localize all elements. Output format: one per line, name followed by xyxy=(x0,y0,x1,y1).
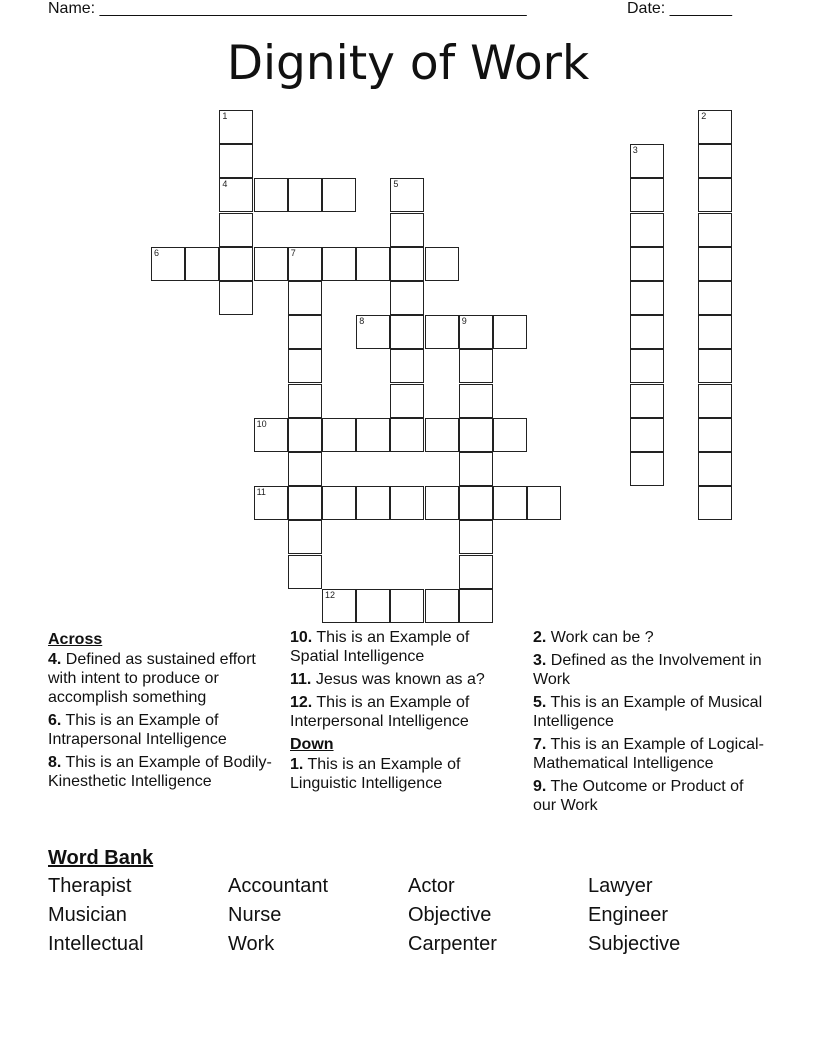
clues-column-1 xyxy=(48,628,280,795)
crossword-cell[interactable] xyxy=(219,213,253,247)
crossword-cell[interactable] xyxy=(698,144,732,178)
crossword-cell[interactable] xyxy=(390,349,424,383)
clue-number: 1. xyxy=(290,756,304,773)
clue-across-6 xyxy=(48,711,280,749)
crossword-cell[interactable] xyxy=(356,315,390,349)
cell-number: 8 xyxy=(359,316,365,327)
crossword-cell[interactable] xyxy=(698,349,732,383)
crossword-cell[interactable] xyxy=(459,452,493,486)
crossword-cell[interactable] xyxy=(459,589,493,623)
clue-text: This is an Example of Musical Intelligence xyxy=(533,694,763,730)
crossword-cell[interactable] xyxy=(493,486,527,520)
word-bank-item: Subjective xyxy=(588,933,681,955)
crossword-cell[interactable] xyxy=(630,247,664,281)
clue-number: 5. xyxy=(533,694,547,711)
clue-number: 11. xyxy=(290,671,312,688)
crossword-cell[interactable] xyxy=(254,178,288,212)
clue-text: This is an Example of Bodily-Kinesthetic Intelligence xyxy=(48,754,272,790)
word-bank-item: Work xyxy=(228,933,275,955)
clue-number: 4. xyxy=(48,651,62,668)
crossword-cell[interactable] xyxy=(288,281,322,315)
clue-across-11 xyxy=(290,670,522,689)
word-bank-item: Musician xyxy=(48,904,127,926)
cell-number: 9 xyxy=(461,316,467,327)
clue-text: Defined as the Involvement in Work xyxy=(533,652,762,688)
cell-number: 12 xyxy=(325,589,336,600)
word-bank-item: Objective xyxy=(408,904,492,926)
clue-across-4 xyxy=(48,650,280,707)
crossword-cell[interactable] xyxy=(493,418,527,452)
clue-down-5 xyxy=(533,693,765,731)
cell-number: 1 xyxy=(222,111,228,121)
clue-down-9 xyxy=(533,777,765,815)
crossword-cell[interactable] xyxy=(288,349,322,383)
crossword-cell[interactable] xyxy=(698,178,732,212)
crossword-cell[interactable] xyxy=(459,520,493,554)
clue-down-2 xyxy=(533,628,765,647)
word-bank-item: Engineer xyxy=(588,904,669,926)
clue-text: Work can be ? xyxy=(550,629,654,646)
crossword-cell[interactable] xyxy=(698,247,732,281)
clue-across-10 xyxy=(290,628,522,666)
clues-column-3 xyxy=(533,628,765,819)
crossword-cell[interactable] xyxy=(390,213,424,247)
crossword-cell[interactable] xyxy=(630,178,664,212)
clue-down-3 xyxy=(533,651,765,689)
word-bank-item: Accountant xyxy=(228,875,329,897)
crossword-cell[interactable] xyxy=(425,486,459,520)
crossword-cell[interactable] xyxy=(390,178,424,212)
clue-number: 12. xyxy=(290,694,313,711)
clue-number: 9. xyxy=(533,778,547,795)
cell-number: 7 xyxy=(290,247,296,258)
crossword-cell[interactable] xyxy=(288,555,322,589)
crossword-cell[interactable] xyxy=(698,452,732,486)
clue-number: 3. xyxy=(533,652,547,669)
crossword-cell[interactable] xyxy=(356,589,390,623)
crossword-cell[interactable] xyxy=(219,247,253,281)
crossword-cell[interactable] xyxy=(698,110,732,144)
crossword-cell[interactable] xyxy=(390,589,424,623)
crossword-cell[interactable] xyxy=(390,247,424,281)
crossword-cell[interactable] xyxy=(356,247,390,281)
clue-text: This is an Example of Interpersonal Intelligence xyxy=(290,694,470,730)
crossword-cell[interactable] xyxy=(288,418,322,452)
word-bank-item: Carpenter xyxy=(408,933,497,955)
clue-text: This is an Example of Linguistic Intelligence xyxy=(290,756,461,792)
crossword-cell[interactable] xyxy=(322,589,356,623)
crossword-cell[interactable] xyxy=(630,384,664,418)
crossword-cell[interactable] xyxy=(630,281,664,315)
word-bank-item: Intellectual xyxy=(48,933,144,955)
crossword-cell[interactable] xyxy=(390,384,424,418)
cell-number: 3 xyxy=(632,145,638,156)
crossword-cell[interactable] xyxy=(390,315,424,349)
crossword-cell[interactable] xyxy=(459,384,493,418)
word-bank-item: Therapist xyxy=(48,875,132,897)
crossword-cell[interactable] xyxy=(630,349,664,383)
crossword-cell[interactable] xyxy=(288,486,322,520)
crossword-cell[interactable] xyxy=(698,281,732,315)
crossword-cell[interactable] xyxy=(288,520,322,554)
crossword-cell[interactable] xyxy=(698,315,732,349)
crossword-cell[interactable] xyxy=(425,247,459,281)
crossword-cell[interactable] xyxy=(219,144,253,178)
cell-number: 10 xyxy=(256,418,267,429)
clue-down-7 xyxy=(533,735,765,773)
crossword-cell[interactable] xyxy=(698,418,732,452)
crossword-cell[interactable] xyxy=(459,486,493,520)
crossword-cell[interactable] xyxy=(459,349,493,383)
crossword-cell[interactable] xyxy=(630,144,664,178)
crossword-cell[interactable] xyxy=(151,247,185,281)
crossword-cell[interactable] xyxy=(288,247,322,281)
across-heading: Across xyxy=(48,631,103,648)
word-bank-item: Lawyer xyxy=(588,875,653,897)
crossword-cell[interactable] xyxy=(630,418,664,452)
clue-text: This is an Example of Intrapersonal Intelligence xyxy=(48,712,227,748)
clue-number: 7. xyxy=(533,736,547,753)
crossword-cell[interactable] xyxy=(288,452,322,486)
crossword-cell[interactable] xyxy=(219,110,253,144)
clue-text: This is an Example of Spatial Intelligence xyxy=(290,629,470,665)
crossword-cell[interactable] xyxy=(390,486,424,520)
crossword-cell[interactable] xyxy=(288,178,322,212)
clue-down-1 xyxy=(290,755,522,793)
crossword-cell[interactable] xyxy=(254,486,288,520)
crossword-cell[interactable] xyxy=(185,247,219,281)
crossword-cell[interactable] xyxy=(630,315,664,349)
crossword-cell[interactable] xyxy=(493,315,527,349)
cell-number: 5 xyxy=(393,179,399,190)
page-title: Dignity of Work xyxy=(226,36,590,91)
crossword-cell[interactable] xyxy=(425,315,459,349)
crossword-cell[interactable] xyxy=(322,418,356,452)
crossword-cell[interactable] xyxy=(322,486,356,520)
name-field-line[interactable]: Name: ________________________________________________ xyxy=(48,0,527,17)
crossword-cell[interactable] xyxy=(356,418,390,452)
crossword-cell[interactable] xyxy=(390,418,424,452)
cell-number: 2 xyxy=(701,111,707,121)
crossword-cell[interactable] xyxy=(254,418,288,452)
word-bank-item: Actor xyxy=(408,875,455,897)
crossword-cell[interactable] xyxy=(459,315,493,349)
clue-across-12 xyxy=(290,693,522,731)
cell-number: 4 xyxy=(222,179,228,190)
cell-number: 6 xyxy=(154,247,160,258)
crossword-cell[interactable] xyxy=(322,247,356,281)
clues-column-2 xyxy=(290,628,522,797)
clue-text: The Outcome or Product of our Work xyxy=(533,778,744,814)
crossword-cell[interactable] xyxy=(254,247,288,281)
crossword-cell[interactable] xyxy=(630,213,664,247)
crossword-cell[interactable] xyxy=(425,418,459,452)
crossword-cell[interactable] xyxy=(390,281,424,315)
clue-number: 6. xyxy=(48,712,62,729)
crossword-cell[interactable] xyxy=(698,213,732,247)
clue-text: Jesus was known as a? xyxy=(315,671,485,688)
clue-number: 10. xyxy=(290,629,313,646)
crossword-cell[interactable] xyxy=(356,486,390,520)
crossword-cell[interactable] xyxy=(425,589,459,623)
clue-across-8 xyxy=(48,753,280,791)
clue-text: Defined as sustained effort with intent to produce or accomplish something xyxy=(48,651,256,706)
crossword-cell[interactable] xyxy=(219,178,253,212)
crossword-cell[interactable] xyxy=(322,178,356,212)
crossword-cell[interactable] xyxy=(459,418,493,452)
crossword-cell[interactable] xyxy=(288,315,322,349)
clue-number: 8. xyxy=(48,754,62,771)
crossword-cell[interactable] xyxy=(698,486,732,520)
clue-number: 2. xyxy=(533,629,547,646)
word-bank xyxy=(48,873,768,958)
crossword-cell[interactable] xyxy=(527,486,561,520)
word-bank-title: Word Bank xyxy=(48,847,154,869)
down-heading: Down xyxy=(290,736,334,753)
crossword-cell[interactable] xyxy=(288,384,322,418)
cell-number: 11 xyxy=(256,487,266,498)
crossword-cell[interactable] xyxy=(698,384,732,418)
crossword-cell[interactable] xyxy=(630,452,664,486)
clue-text: This is an Example of Logical-Mathematical Intelligence xyxy=(533,736,764,772)
date-field-line[interactable]: Date: _______ xyxy=(627,0,732,17)
crossword-cell[interactable] xyxy=(459,555,493,589)
word-bank-item: Nurse xyxy=(228,904,282,926)
crossword-cell[interactable] xyxy=(219,281,253,315)
